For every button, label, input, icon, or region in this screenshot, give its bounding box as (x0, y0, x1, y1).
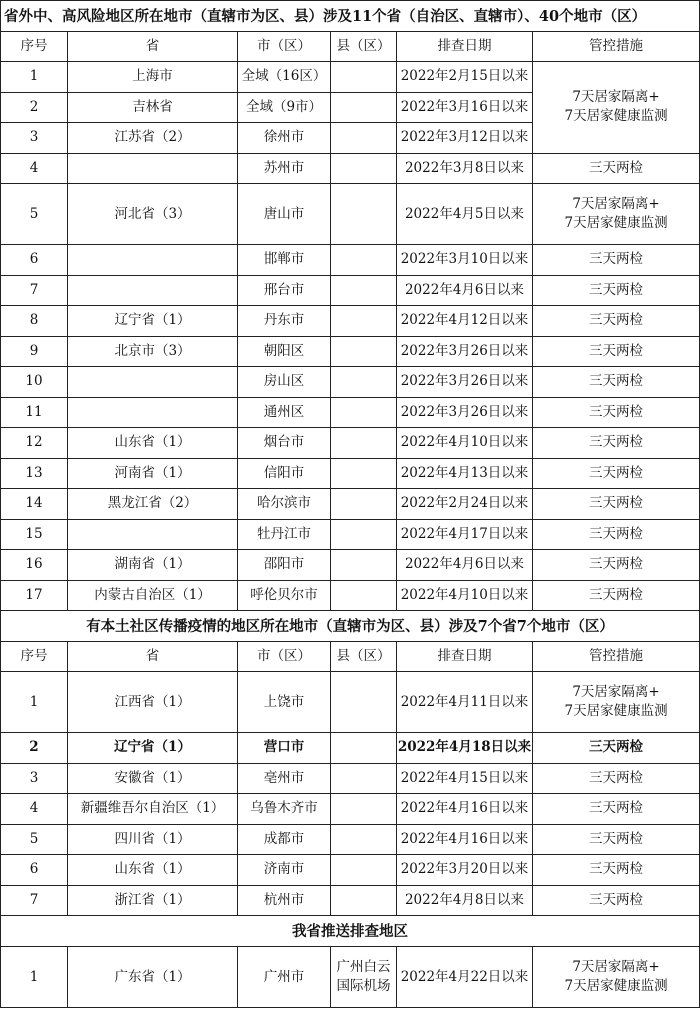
check-date: 2022年4月17日以来 (397, 519, 533, 550)
city: 济南市 (238, 855, 331, 886)
city: 乌鲁木齐市 (238, 794, 331, 825)
county (331, 62, 397, 93)
row-number: 6 (1, 245, 68, 276)
check-date: 2022年4月10日以来 (397, 580, 533, 611)
row-number: 11 (1, 397, 68, 428)
table-row (1, 763, 700, 794)
table-row (1, 580, 700, 611)
control-measure: 三天两检 (533, 733, 700, 764)
city: 通州区 (238, 397, 331, 428)
row-number: 7 (1, 275, 68, 306)
check-date: 2022年4月6日以来 (397, 550, 533, 581)
county (331, 550, 397, 581)
table-row (1, 550, 700, 581)
section-title: 我省推送排查地区 (1, 916, 700, 947)
row-number: 7 (1, 885, 68, 916)
county (331, 306, 397, 337)
table-row (1, 794, 700, 825)
province (68, 397, 238, 428)
row-number: 1 (1, 672, 68, 733)
city: 唐山市 (238, 184, 331, 245)
city: 信阳市 (238, 458, 331, 489)
city: 烟台市 (238, 428, 331, 459)
row-number: 4 (1, 153, 68, 184)
check-date: 2022年3月10日以来 (397, 245, 533, 276)
county (331, 336, 397, 367)
city: 邵阳市 (238, 550, 331, 581)
check-date: 2022年4月16日以来 (397, 794, 533, 825)
row-number: 8 (1, 306, 68, 337)
section-title-row (1, 1, 700, 32)
column-header: 市（区） (238, 642, 331, 672)
city: 成都市 (238, 824, 331, 855)
row-number: 16 (1, 550, 68, 581)
row-number: 10 (1, 367, 68, 398)
column-header: 县（区） (331, 642, 397, 672)
province: 浙江省（1） (68, 885, 238, 916)
check-date: 2022年3月12日以来 (397, 123, 533, 154)
check-date: 2022年4月13日以来 (397, 458, 533, 489)
table-row (1, 62, 700, 93)
province: 辽宁省（1） (68, 306, 238, 337)
control-measure: 三天两检 (533, 153, 700, 184)
control-measure: 三天两检 (533, 519, 700, 550)
city: 徐州市 (238, 123, 331, 154)
table-row (1, 428, 700, 459)
table-row (1, 885, 700, 916)
column-header: 县（区） (331, 32, 397, 62)
province: 安徽省（1） (68, 763, 238, 794)
check-date: 2022年4月6日以来 (397, 275, 533, 306)
province: 黑龙江省（2） (68, 489, 238, 520)
city: 亳州市 (238, 763, 331, 794)
column-header: 市（区） (238, 32, 331, 62)
row-number: 13 (1, 458, 68, 489)
table-row (1, 336, 700, 367)
column-header: 序号 (1, 32, 68, 62)
section-title-row (1, 916, 700, 947)
city: 全域（9市） (238, 92, 331, 123)
section-title-row (1, 611, 700, 642)
county (331, 92, 397, 123)
control-measure: 三天两检 (533, 824, 700, 855)
control-measure: 三天两检 (533, 763, 700, 794)
province: 北京市（3） (68, 336, 238, 367)
check-date: 2022年4月15日以来 (397, 763, 533, 794)
control-measure: 三天两检 (533, 428, 700, 459)
table-row (1, 489, 700, 520)
province: 江苏省（2） (68, 123, 238, 154)
check-date: 2022年3月26日以来 (397, 397, 533, 428)
city: 苏州市 (238, 153, 331, 184)
row-number: 5 (1, 824, 68, 855)
city: 哈尔滨市 (238, 489, 331, 520)
check-date: 2022年4月5日以来 (397, 184, 533, 245)
table-row (1, 672, 700, 733)
table-row (1, 184, 700, 245)
county (331, 763, 397, 794)
province: 上海市 (68, 62, 238, 93)
check-date: 2022年4月8日以来 (397, 885, 533, 916)
check-date: 2022年4月10日以来 (397, 428, 533, 459)
county (331, 367, 397, 398)
province: 山东省（1） (68, 428, 238, 459)
table-row (1, 275, 700, 306)
city: 邯郸市 (238, 245, 331, 276)
table-row (1, 367, 700, 398)
province: 吉林省 (68, 92, 238, 123)
check-date: 2022年2月15日以来 (397, 62, 533, 93)
county (331, 184, 397, 245)
row-number: 15 (1, 519, 68, 550)
row-number: 12 (1, 428, 68, 459)
control-measure: 三天两检 (533, 367, 700, 398)
province: 广东省（1） (68, 947, 238, 1008)
city: 房山区 (238, 367, 331, 398)
column-header: 序号 (1, 642, 68, 672)
county (331, 245, 397, 276)
control-measure: 三天两检 (533, 458, 700, 489)
control-measure: 三天两检 (533, 550, 700, 581)
province (68, 367, 238, 398)
check-date: 2022年4月16日以来 (397, 824, 533, 855)
city: 朝阳区 (238, 336, 331, 367)
check-date: 2022年4月12日以来 (397, 306, 533, 337)
check-date: 2022年3月16日以来 (397, 92, 533, 123)
province (68, 275, 238, 306)
check-date: 2022年4月18日以来 (397, 733, 533, 764)
section-title: 有本土社区传播疫情的地区所在地市（直辖市为区、县）涉及7个省7个地市（区） (1, 611, 700, 642)
province: 江西省（1） (68, 672, 238, 733)
table-row (1, 733, 700, 764)
table-row (1, 306, 700, 337)
county (331, 733, 397, 764)
county: 广州白云 国际机场 (331, 947, 397, 1008)
county (331, 672, 397, 733)
city: 全域（16区） (238, 62, 331, 93)
city: 牡丹江市 (238, 519, 331, 550)
province: 河南省（1） (68, 458, 238, 489)
row-number: 1 (1, 62, 68, 93)
control-measure: 三天两检 (533, 336, 700, 367)
city: 营口市 (238, 733, 331, 764)
control-measure: 7天居家隔离+ 7天居家健康监测 (533, 184, 700, 245)
province: 辽宁省（1） (68, 733, 238, 764)
column-header: 管控措施 (533, 642, 700, 672)
county (331, 885, 397, 916)
control-measure: 三天两检 (533, 245, 700, 276)
table-row (1, 519, 700, 550)
county (331, 153, 397, 184)
control-measure: 三天两检 (533, 885, 700, 916)
table-row (1, 855, 700, 886)
county (331, 580, 397, 611)
county (331, 458, 397, 489)
check-date: 2022年4月22日以来 (397, 947, 533, 1008)
table-row (1, 153, 700, 184)
county (331, 855, 397, 886)
city: 丹东市 (238, 306, 331, 337)
province (68, 245, 238, 276)
row-number: 14 (1, 489, 68, 520)
county (331, 489, 397, 520)
column-header: 排查日期 (397, 642, 533, 672)
county (331, 519, 397, 550)
table-row (1, 947, 700, 1008)
row-number: 1 (1, 947, 68, 1008)
header-row (1, 642, 700, 672)
check-date: 2022年2月24日以来 (397, 489, 533, 520)
row-number: 9 (1, 336, 68, 367)
province (68, 519, 238, 550)
province (68, 153, 238, 184)
row-number: 2 (1, 92, 68, 123)
table-row (1, 397, 700, 428)
row-number: 3 (1, 763, 68, 794)
county (331, 824, 397, 855)
city: 广州市 (238, 947, 331, 1008)
column-header: 管控措施 (533, 32, 700, 62)
province: 河北省（3） (68, 184, 238, 245)
check-date: 2022年3月26日以来 (397, 367, 533, 398)
section-title: 省外中、高风险地区所在地市（直辖市为区、县）涉及11个省（自治区、直辖市）、40个地市（区） (1, 1, 700, 32)
check-date: 2022年3月20日以来 (397, 855, 533, 886)
control-measure: 三天两检 (533, 855, 700, 886)
city: 上饶市 (238, 672, 331, 733)
county (331, 794, 397, 825)
province: 四川省（1） (68, 824, 238, 855)
column-header: 排查日期 (397, 32, 533, 62)
table-row (1, 824, 700, 855)
header-row (1, 32, 700, 62)
control-measure: 三天两检 (533, 397, 700, 428)
province: 山东省（1） (68, 855, 238, 886)
control-measure: 三天两检 (533, 794, 700, 825)
province: 湖南省（1） (68, 550, 238, 581)
table-row (1, 245, 700, 276)
row-number: 5 (1, 184, 68, 245)
province: 内蒙古自治区（1） (68, 580, 238, 611)
row-number: 3 (1, 123, 68, 154)
control-measure: 7天居家隔离+ 7天居家健康监测 (533, 672, 700, 733)
city: 杭州市 (238, 885, 331, 916)
control-measure: 7天居家隔离+ 7天居家健康监测 (533, 62, 700, 154)
county (331, 275, 397, 306)
column-header: 省 (68, 32, 238, 62)
control-measure: 三天两检 (533, 580, 700, 611)
check-date: 2022年3月26日以来 (397, 336, 533, 367)
county (331, 397, 397, 428)
control-measure: 7天居家隔离+ 7天居家健康监测 (533, 947, 700, 1008)
city: 呼伦贝尔市 (238, 580, 331, 611)
control-measure: 三天两检 (533, 489, 700, 520)
row-number: 4 (1, 794, 68, 825)
table-row (1, 458, 700, 489)
city: 邢台市 (238, 275, 331, 306)
control-measure: 三天两检 (533, 275, 700, 306)
row-number: 6 (1, 855, 68, 886)
check-date: 2022年4月11日以来 (397, 672, 533, 733)
check-date: 2022年3月8日以来 (397, 153, 533, 184)
province: 新疆维吾尔自治区（1） (68, 794, 238, 825)
column-header: 省 (68, 642, 238, 672)
county (331, 428, 397, 459)
row-number: 17 (1, 580, 68, 611)
county (331, 123, 397, 154)
row-number: 2 (1, 733, 68, 764)
control-measure: 三天两检 (533, 306, 700, 337)
